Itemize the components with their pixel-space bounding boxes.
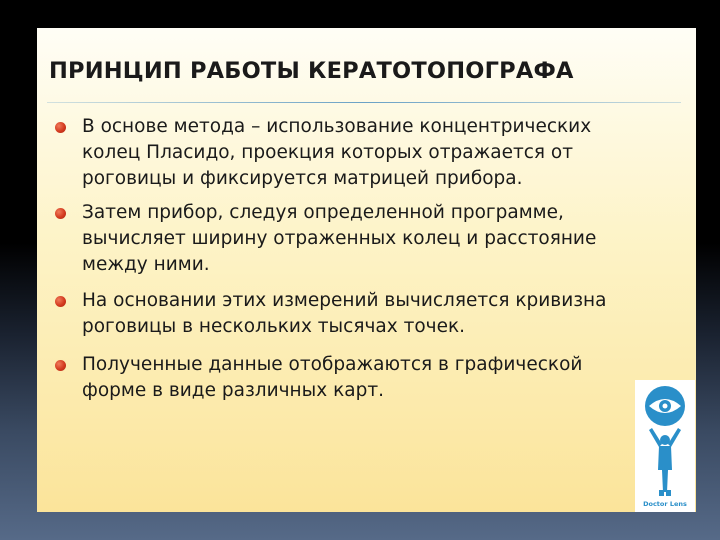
doctor-lens-logo	[635, 380, 695, 512]
bullet-dot-icon	[55, 360, 66, 371]
bullet-text: В основе метода – использование концентрических колец Пласидо, проекция которых отражается от роговицы и фиксируется матрицей прибора.	[82, 116, 592, 189]
bullet-dot-icon	[55, 122, 66, 133]
bullet-dot-icon	[55, 296, 66, 307]
logo-text: Doctor Lens	[643, 500, 687, 508]
bullet-item	[55, 200, 655, 278]
bullet-item	[55, 352, 655, 404]
bullet-item	[55, 288, 655, 340]
bullet-text: Полученные данные отображаются в графической форме в виде различных карт.	[82, 354, 583, 401]
bullet-dot-icon	[55, 208, 66, 219]
eye-icon	[635, 380, 695, 512]
bullet-text: На основании этих измерений вычисляется кривизна роговицы в нескольких тысячах точек.	[82, 290, 607, 337]
slide	[37, 28, 696, 512]
title-divider	[47, 102, 681, 103]
bullet-item	[55, 114, 655, 192]
bullet-text: Затем прибор, следуя определенной программе, вычисляет ширину отраженных колец и расстояние между ними.	[82, 202, 597, 275]
slide-title: ПРИНЦИП РАБОТЫ КЕРАТОТОПОГРАФА	[49, 58, 574, 84]
